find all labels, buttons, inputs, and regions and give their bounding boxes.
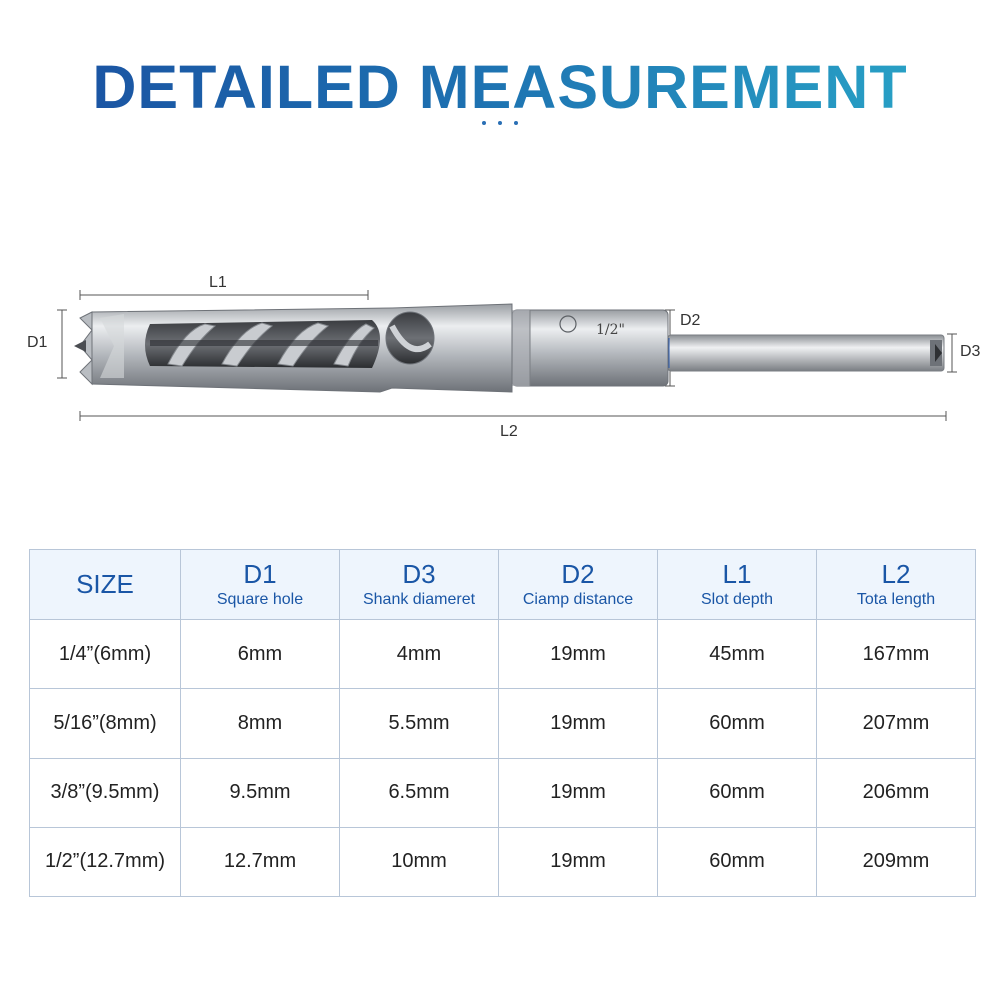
column-header-l1: [658, 550, 817, 620]
d2-label: D2: [680, 312, 701, 329]
d1-cell: 9.5mm: [181, 758, 340, 827]
d3-cell: 5.5mm: [340, 689, 499, 758]
l2-label: L2: [500, 423, 518, 440]
column-name: Square hole: [216, 590, 304, 608]
column-header-l2: [817, 550, 976, 620]
column-header-d3: [340, 550, 499, 620]
d2-cell: 19mm: [499, 620, 658, 689]
d1-label: D1: [27, 334, 48, 351]
l2-dimension-line: [80, 411, 946, 421]
column-code: L2: [881, 558, 911, 589]
l1-cell: 60mm: [658, 689, 817, 758]
size-cell: 1/2”(12.7mm): [30, 827, 181, 896]
size-engraving: 1/2": [596, 322, 625, 338]
column-header-d2: [499, 550, 658, 620]
d1-dimension-line: [57, 310, 67, 378]
l1-cell: 45mm: [658, 620, 817, 689]
decorative-dots: [482, 121, 522, 131]
table-row: [30, 758, 976, 827]
table-row: [30, 620, 976, 689]
l2-cell: 206mm: [817, 758, 976, 827]
l2-cell: 167mm: [817, 620, 976, 689]
chisel-bit-diagram: [0, 260, 1000, 460]
d1-cell: 8mm: [181, 689, 340, 758]
column-name: Shank diameret: [362, 590, 476, 608]
page-title: DETAILED MEASUREMENT: [0, 52, 1000, 122]
column-code: D3: [402, 558, 436, 589]
table-header-row: [30, 550, 976, 620]
column-code: L1: [722, 558, 752, 589]
d1-cell: 6mm: [181, 620, 340, 689]
d2-cell: 19mm: [499, 758, 658, 827]
d3-dimension-line: [947, 334, 957, 372]
l1-cell: 60mm: [658, 827, 817, 896]
column-name: Tota length: [856, 590, 936, 608]
column-name: Ciamp distance: [522, 590, 634, 608]
d3-cell: 6.5mm: [340, 758, 499, 827]
column-code: D2: [561, 558, 595, 589]
l2-cell: 209mm: [817, 827, 976, 896]
d1-cell: 12.7mm: [181, 827, 340, 896]
size-cell: 1/4”(6mm): [30, 620, 181, 689]
measurement-table: [29, 549, 976, 897]
l2-cell: 207mm: [817, 689, 976, 758]
column-code: D1: [243, 558, 277, 589]
size-cell: 3/8”(9.5mm): [30, 758, 181, 827]
d2-cell: 19mm: [499, 827, 658, 896]
d3-cell: 10mm: [340, 827, 499, 896]
l1-cell: 60mm: [658, 758, 817, 827]
l1-label: L1: [209, 274, 227, 291]
size-column-header: SIZE: [30, 550, 181, 620]
table-row: [30, 689, 976, 758]
d2-cell: 19mm: [499, 689, 658, 758]
table-row: [30, 827, 976, 896]
column-name: Slot depth: [700, 590, 774, 608]
d3-label: D3: [960, 343, 981, 360]
size-cell: 5/16”(8mm): [30, 689, 181, 758]
column-header-d1: [181, 550, 340, 620]
d3-cell: 4mm: [340, 620, 499, 689]
